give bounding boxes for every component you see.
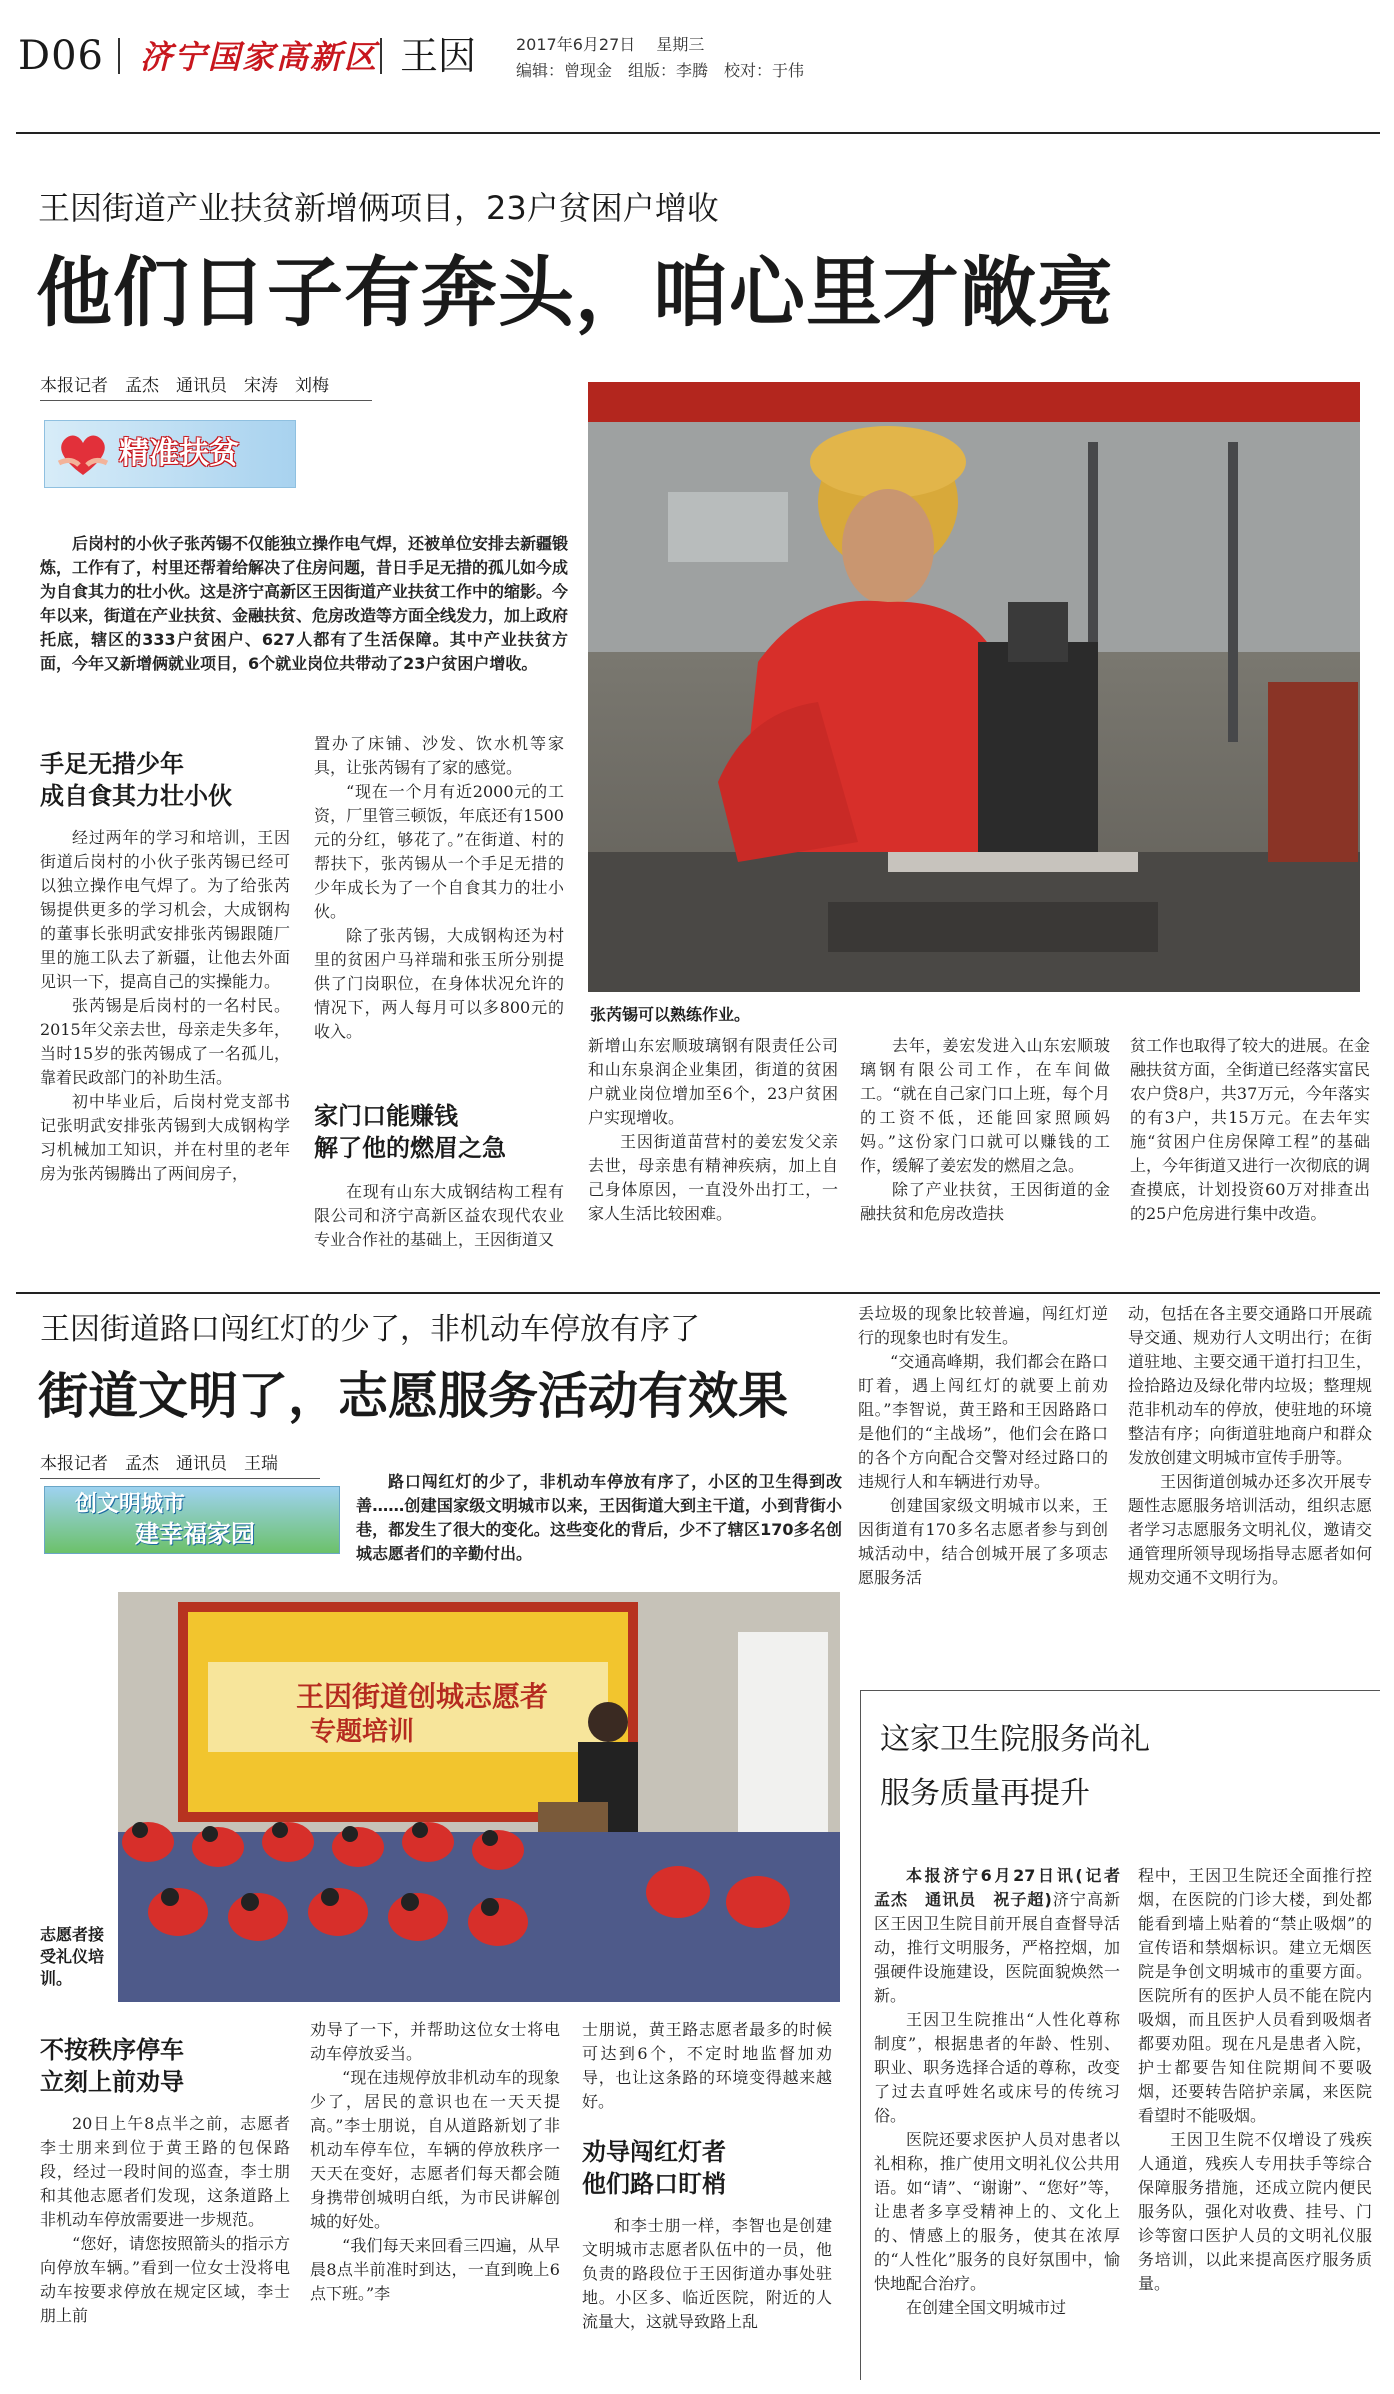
- logo-text-1: 创文明城市: [75, 1492, 186, 1517]
- story1-col2: 置办了床铺、沙发、饮水机等家具，让张芮锡有了家的感觉。 “现在一个月有近2000元的工资，厂里管三顿饭，年底还有1500元的分红，够花了。”在街道、村的帮扶下，张芮锡从一个手足无措的少年成长为了一个自食其力的壮小伙。 除了张芮锡，大成钢构还为村里的贫困户马祥瑞和张玉所分别提供了门岗职位，在身体状况允许的情况下，两人每月可以多800元的收入。: [314, 734, 564, 1041]
- issue-date-line: [516, 34, 704, 56]
- story2-col-b: 劝导了一下，并帮助这位女士将电动车停放妥当。 “现在违规停放非机动车的现象少了，居民的意识也在一天天提高。”李士朋说，自从道路新划了非机动车停车位，车辆的停放秩序一天天在变好，志愿者们每天都会随身携带创城明白纸，为市民讲解创城的好处。 “我们每天来回看三四遍，从早晨8点半前准时到达，一直到晚上6点下班。”李: [310, 2020, 560, 2303]
- story3-box-left: [860, 1690, 861, 2380]
- page-number: D06: [18, 33, 104, 79]
- section-name: 王因: [400, 34, 477, 78]
- training-photo-caption: 志愿者接受礼仪培训。: [40, 1925, 105, 1988]
- story3-first-para: 济宁高新区王因卫生院目前开展自查督导活动，推行文明服务，严格控烟，加强硬件设施建设，医院面貌焕然一新。: [874, 1890, 1120, 2005]
- story3-dateline: 本报济宁6月27日讯(记者 孟杰 通讯员 祝子超): [874, 1866, 1137, 1909]
- story1-col3: 新增山东宏顺玻璃钢有限责任公司和山东泉润企业集团，街道的贫困户就业岗位增加至6个，23户贫困户实现增收。 王因街道苗营村的姜宏发父亲去世，母亲患有精神疾病，加上自己身体原因，一直没外出打工，一家人生活比较困难。: [588, 1036, 838, 1223]
- story2-col-c: 士朋说，黄王路志愿者最多的时候可达到6个，不定时地监督加劝导，也让这条路的环境变得越来越好。: [582, 2020, 832, 2111]
- byline-rule: [40, 1478, 320, 1479]
- story1-lead: [40, 532, 568, 676]
- story2-headline: 街道文明了，志愿服务活动有效果: [38, 1367, 788, 1425]
- training-banner-line1: 王因街道创城志愿者: [296, 1680, 549, 1713]
- story1-col2b: 在现有山东大成钢结构工程有限公司和济宁高新区益农现代农业专业合作社的基础上，王因街道又: [314, 1182, 564, 1249]
- issue-weekday: 星期三: [656, 35, 705, 54]
- story1-col1: 经过两年的学习和培训，王因街道后岗村的小伙子张芮锡已经可以独立操作电气焊了。为了给张芮锡提供更多的学习机会，大成钢构的董事长张明武安排张芮锡跟随厂里的施工队去了新疆，让他去外面见识一下，提高自己的实操能力。 张芮锡是后岗村的一名村民。2015年父亲去世，母亲走失多年，当时15岁的张芮锡成了一名孤儿，靠着民政部门的补助生活。 初中毕业后，后岗村党支部书记张明武安排张芮锡到大成钢构学习机械加工知识，并在村里的老年房为张芮锡腾出了两间房子，: [40, 828, 290, 1183]
- story3-box-top: [860, 1690, 1380, 1691]
- masthead-divider: [380, 38, 382, 74]
- story2-lead: [356, 1470, 842, 1566]
- lead-paragraph: 后岗村的小伙子张芮锡不仅能独立操作电气焊，还被单位安排去新疆锻炼，工作有了，村里还帮着给解决了住房问题，昔日手足无措的孤儿如今成为自食其力的壮小伙。这是济宁高新区王因街道产业扶贫工作中的缩影。今年以来，街道在产业扶贫、金融扶贫、危房改造等方面全线发力，加上政府托底，辖区的333户贫困户、627人都有了生活保障。其中产业扶贫方面，今年又新增俩就业项目，6个就业岗位共带动了23户贫困户增收。: [40, 534, 569, 673]
- story1-col5: 贫工作也取得了较大的进展。在金融扶贫方面，全街道已经落实富民农户贷8户，共37万元，今年落实的有3户，共15万元。在去年实施“贫困户住房保障工程”的基础上，今年街道又进行一次彻底的调查摸底，计划投资60万对排查出的25户危房进行集中改造。: [1130, 1036, 1371, 1223]
- story1-kicker: 王因街道产业扶贫新增俩项目，23户贫困户增收: [38, 189, 719, 227]
- byline-rule: [40, 400, 372, 401]
- story3-headline-2: 服务质量再提升: [880, 1776, 1090, 1811]
- story2-col-a: 20日上午8点半之前，志愿者李士朋来到位于黄王路的包保路段，经过一段时间的巡查，李士朋和其他志愿者们发现，这条道路上非机动车停放需要进一步规范。 “您好，请您按照箭头的指示方向停放车辆。”看到一位女士没将电动车按要求停放在规定区域，李士朋上前: [40, 2114, 290, 2325]
- story3-headline-1: 这家卫生院服务尚礼: [880, 1722, 1150, 1757]
- story3-col2: 程中，王因卫生院还全面推行控烟，在医院的门诊大楼，到处都能看到墙上贴着的“禁止吸烟”的宣传语和禁烟标识。建立无烟医院是争创文明城市的重要方面。医院所有的医护人员不能在院内吸烟，而且医护人员看到吸烟者都要劝阻。现在凡是患者入院，护士都要告知住院期间不要吸烟，还要转告陪护亲属，来医院看望时不能吸烟。 王因卫生院不仅增设了残疾人通道，残疾人专用扶手等综合保障服务措施，还成立院内便民服务队，强化对收费、挂号、门诊等窗口医护人员的文明礼仪服务培训，以此来提高医疗服务质量。: [1138, 1866, 1372, 2293]
- training-photo: [118, 1592, 840, 2002]
- story1-col4: 去年，姜宏发进入山东宏顺玻璃钢有限公司工作，在车间做工。“就在自己家门口上班，每个月的工资不低，还能回家照顾妈妈。”这份家门口就可以赚钱的工作，缓解了姜宏发的燃眉之急。 除了产业扶贫，王因街道的金融扶贫和危房改造扶: [860, 1036, 1110, 1223]
- story2-subhead-2: 劝导闯红灯者 他们路口盯梢: [582, 2138, 726, 2198]
- story2-col-r2: 动，包括在各主要交通路口开展疏导交通、规劝行人文明出行；在街道驻地、主要交通干道打扫卫生，捡拾路边及绿化带内垃圾；整理规范非机动车的停放，使驻地的环境整洁有序；向街道驻地商户和群众发放创建文明城市宣传手册等。 王因街道创城办还多次开展专题性志愿服务培训活动，组织志愿者学习志愿服务文明礼仪，邀请交通管理所领导现场指导志愿者如何规劝交通不文明行为。: [1128, 1304, 1372, 1587]
- civilized-city-logo: [44, 1486, 340, 1554]
- brand-logo: 济宁国家高新区: [140, 38, 379, 76]
- heart-hands-icon: [55, 429, 111, 479]
- story-separator: [16, 1292, 1380, 1294]
- training-banner-line2: 专题培训: [310, 1717, 415, 1747]
- story1-byline: 本报记者 孟杰 通讯员 宋涛 刘梅: [40, 376, 329, 396]
- story2-kicker: 王因街道路口闯红灯的少了，非机动车停放有序了: [40, 1312, 700, 1347]
- poverty-alleviation-logo: [44, 420, 296, 488]
- welder-photo: [588, 382, 1360, 992]
- welder-photo-caption: 张芮锡可以熟练作业。: [590, 1005, 751, 1024]
- masthead-rule: [16, 132, 1380, 134]
- story2-col-r1: 丢垃圾的现象比较普遍，闯红灯逆行的现象也时有发生。 “交通高峰期，我们都会在路口盯着，遇上闯红灯的就要上前劝阻。”李智说，黄王路和王因路路口是他们的“主战场”，他们会在路口的各个方向配合交警对经过路口的违规行人和车辆进行劝导。 创建国家级文明城市以来，王因街道有170多名志愿者参与到创城活动中，结合创城开展了多项志愿服务活: [858, 1304, 1108, 1587]
- story1-subhead-2: 家门口能赚钱 解了他的燃眉之急: [314, 1102, 506, 1162]
- masthead-divider: [118, 38, 120, 74]
- story1-subhead-1: 手足无措少年 成自食其力壮小伙: [40, 750, 232, 810]
- story2-byline: 本报记者 孟杰 通讯员 王瑞: [40, 1454, 278, 1474]
- page-masthead: [14, 28, 1380, 86]
- lead-paragraph: 路口闯红灯的少了，非机动车停放有序了，小区的卫生得到改善……创建国家级文明城市以来，王因街道大到主干道，小到背街小巷，都发生了很大的变化。这些变化的背后，少不了辖区170多名创城志愿者们的辛勤付出。: [356, 1472, 842, 1563]
- logo-text: 精准扶贫: [119, 436, 239, 471]
- logo-text-2: 建幸福家园: [135, 1520, 255, 1548]
- issue-date: 2017年6月27日: [516, 35, 636, 54]
- story2-col-c2: 和李士朋一样，李智也是创建文明城市志愿者队伍中的一员，他负责的路段位于王因街道办事处驻地。小区多、临近医院，附近的人流量大，这就导致路上乱: [582, 2216, 832, 2331]
- story2-subhead-1: 不按秩序停车 立刻上前劝导: [40, 2036, 184, 2096]
- story1-headline: 他们日子有奔头，咱心里才敞亮: [36, 248, 1114, 337]
- credits-line: 编辑：曾现金 组版：李腾 校对：于伟: [516, 61, 805, 80]
- story3-col1: 本报济宁6月27日讯(记者 孟杰 通讯员 祝子超)济宁高新区王因卫生院目前开展自查督导活动，推行文明服务，严格控烟，加强硬件设施建设，医院面貌焕然一新。 王因卫生院推出“人性化尊称制度”，根据患者的年龄、性别、职业、职务选择合适的尊称，改变了过去直呼姓名或床号的传统习俗。 医院还要求医护人员对患者以礼相称，推广使用文明礼仪公共用语。如“请”、“谢谢”、“您好”等，让患者多享受精神上的、文化上的、情感上的服务，使其在浓厚的“人性化”服务的良好氛围中，愉快地配合治疗。 在创建全国文明城市过: [874, 1866, 1137, 2317]
